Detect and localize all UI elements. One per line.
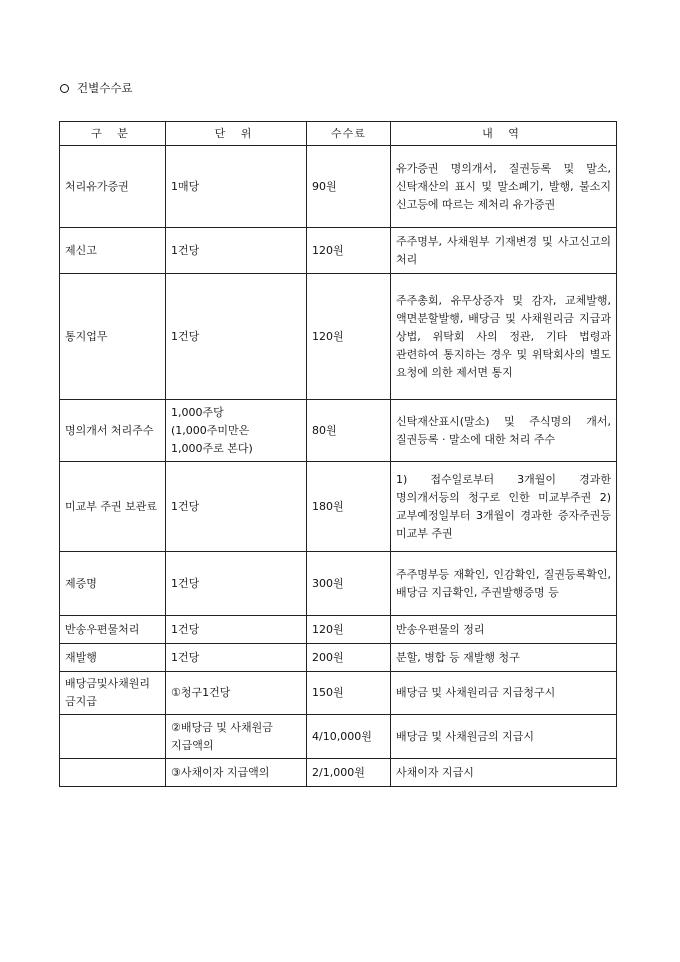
section-heading [60,80,133,96]
table-row [60,715,617,759]
table-header-row [60,122,617,146]
cell-fee: 90원 [307,146,391,228]
cell-fee: 180원 [307,462,391,552]
cell-fee: 150원 [307,672,391,715]
cell-unit: 1건당 [166,552,307,616]
cell-unit: ①청구1건당 [166,672,307,715]
cell-description: 배당금 및 사채원리금 지급청구시 [391,672,617,715]
cell-category: 제증명 [60,552,166,616]
table-row [60,616,617,644]
cell-category: 처리유가증권 [60,146,166,228]
cell-category: 명의개서 처리주수 [60,400,166,462]
table-row [60,552,617,616]
table-row [60,759,617,787]
cell-unit: 1건당 [166,274,307,400]
table-row [60,462,617,552]
table-row [60,672,617,715]
cell-unit: 1건당 [166,462,307,552]
cell-category: 재발행 [60,644,166,672]
cell-description: 주주총회, 유무상증자 및 감자, 교체발행, 액면분할발행, 배당금 및 사채원리금 지급과 상법, 위탁회 사의 정관, 기타 법령과 관련하여 통지하는 경우 및 위탁회사의 별도 요청에 의한 제서면 통지 [391,274,617,400]
cell-category [60,715,166,759]
cell-fee: 2/1,000원 [307,759,391,787]
cell-fee: 80원 [307,400,391,462]
header-unit: 단 위 [166,122,307,146]
cell-description: 반송우편물의 정리 [391,616,617,644]
cell-unit: 1매당 [166,146,307,228]
table-row [60,644,617,672]
cell-category: 제신고 [60,228,166,274]
table-row [60,400,617,462]
cell-fee: 120원 [307,228,391,274]
cell-description: 유가증권 명의개서, 질권등록 및 말소, 신탁재산의 표시 및 말소폐기, 발행, 불소지 신고등에 따르는 제처리 유가증권 [391,146,617,228]
cell-category: 통지업무 [60,274,166,400]
header-description: 내 역 [391,122,617,146]
cell-unit: 1,000주당 (1,000주미만은 1,000주로 본다) [166,400,307,462]
cell-fee: 200원 [307,644,391,672]
cell-unit: ③사채이자 지급액의 [166,759,307,787]
cell-description: 사채이자 지급시 [391,759,617,787]
header-fee: 수수료 [307,122,391,146]
cell-description: 주주명부, 사채원부 기재변경 및 사고신고의 처리 [391,228,617,274]
table-row [60,274,617,400]
cell-fee: 120원 [307,274,391,400]
cell-fee: 120원 [307,616,391,644]
cell-category: 배당금및사채원리금지급 [60,672,166,715]
cell-unit: ②배당금 및 사채원금 지급액의 [166,715,307,759]
header-category: 구 분 [60,122,166,146]
cell-category: 반송우편물처리 [60,616,166,644]
cell-category: 미교부 주권 보관료 [60,462,166,552]
cell-description: 배당금 및 사채원금의 지급시 [391,715,617,759]
table-row [60,228,617,274]
cell-description: 신탁재산표시(말소) 및 주식명의 개서, 질권등록 · 말소에 대한 처리 주수 [391,400,617,462]
section-title: 건별수수료 [77,81,133,95]
cell-category [60,759,166,787]
fee-table [59,121,617,787]
cell-description: 분할, 병합 등 재발행 청구 [391,644,617,672]
cell-description: 주주명부등 재확인, 인감확인, 질권등록확인, 배당금 지급확인, 주권발행증명 등 [391,552,617,616]
cell-unit: 1건당 [166,616,307,644]
cell-unit: 1건당 [166,228,307,274]
table-row [60,146,617,228]
circle-bullet-icon [60,84,69,93]
cell-fee: 4/10,000원 [307,715,391,759]
cell-description: 1) 접수일로부터 3개월이 경과한 명의개서등의 청구로 인한 미교부주권 2) 교부예정일부터 3개월이 경과한 증자주권등 미교부 주권 [391,462,617,552]
cell-fee: 300원 [307,552,391,616]
cell-unit: 1건당 [166,644,307,672]
